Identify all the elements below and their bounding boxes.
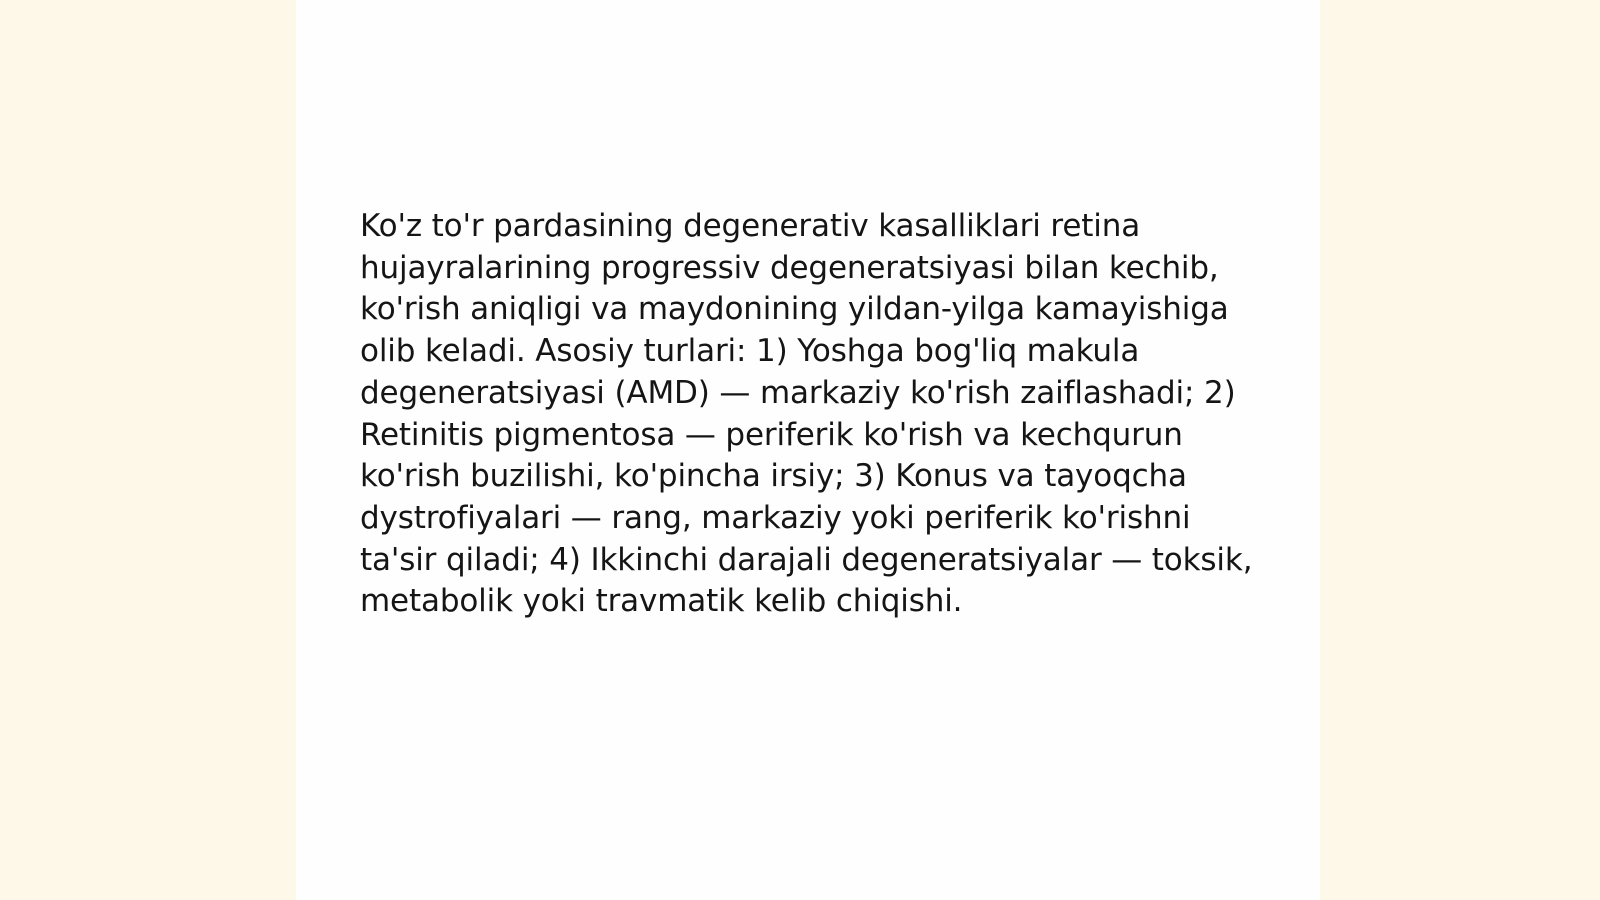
slide-page	[296, 0, 1320, 900]
slide-paragraph: Ko'z to'r pardasining degenerativ kasalliklari retina hujayralarining progressiv degeneratsiyasi bilan kechib, ko'rish aniqligi va maydonining yildan-yilga kamayishiga olib keladi. Asosiy turlari: 1) Yoshga bog'liq makula degeneratsiyasi (AMD) — markaziy ko'rish zaiflashadi; 2) Retinitis pigmentosa — periferik ko'rish va kechqurun ko'rish buzilishi, ko'pincha irsiy; 3) Konus va tayoqcha dystrofiyalari — rang, markaziy yoki periferik ko'rishni ta'sir qiladi; 4) Ikkinchi darajali degeneratsiyalar — toksik, metabolik yoki travmatik kelib chiqishi.	[360, 208, 1253, 620]
